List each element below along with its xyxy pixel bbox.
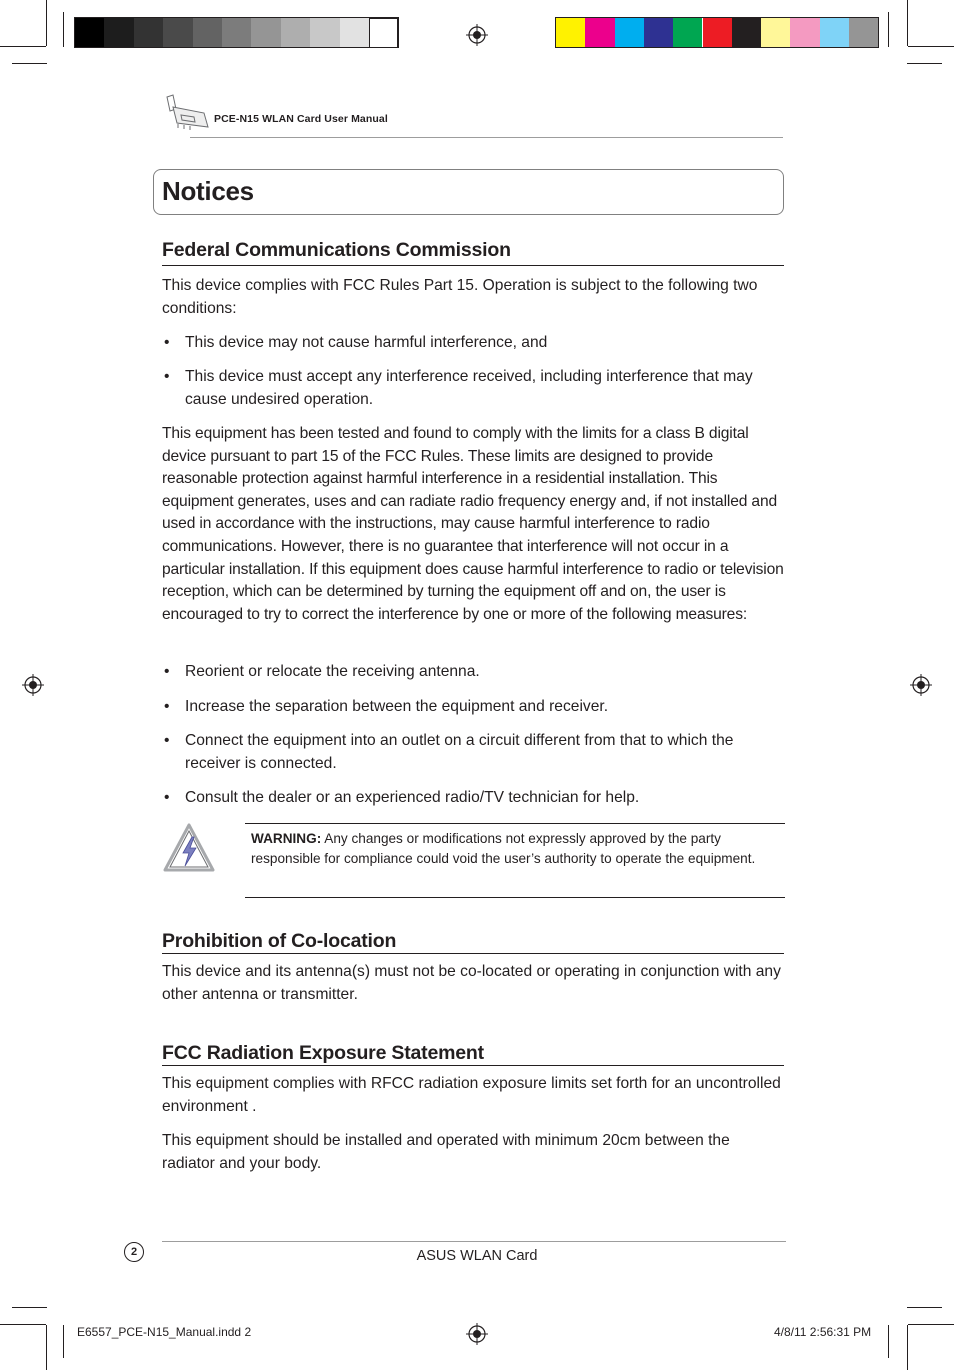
radiation-text-1: This equipment complies with RFCC radiation exposure limits set forth for an uncontrolled environment . [162,1075,781,1115]
condition-text: This device may not cause harmful interference, and [185,334,548,351]
fcc-heading-rule [162,265,784,266]
warning-triangle-icon [162,822,216,874]
warning-box [251,829,781,870]
radiation-heading: FCC Radiation Exposure Statement [162,1042,484,1064]
fcc-heading: Federal Communications Commission [162,239,511,261]
radiation-heading-rule [162,1065,784,1066]
color-bar-frame [555,17,879,48]
fcc-intro: This device complies with FCC Rules Part 15. Operation is subject to the following two conditions: [162,277,758,317]
header-divider [190,137,783,138]
registration-mark-icon [910,674,932,696]
slug-timestamp: 4/8/11 2:56:31 PM [774,1325,872,1339]
colocation-heading-rule [162,953,784,954]
fcc-paragraph: This equipment has been tested and found to comply with the limits for a class B digital device pursuant to part 15 of the FCC Rules. These limits are designed to provide reasonable protection against harmful interference in a residential installation. This equipment generates, uses and can radiate radio frequency energy and, if not installed and used in accordance with the instructions, may cause harmful interference to radio communications. However, there is no guarantee that interference will not occur in a particular installation. If this equipment does cause harmful interference to radio or television reception, which can be determined by turning the equipment off and on, the user is encouraged to try to correct the interference by one or more of the following measures: [162,425,784,623]
footer-text: ASUS WLAN Card [416,1248,538,1264]
slug-filename: E6557_PCE-N15_Manual.indd 2 [77,1325,252,1339]
running-header-title: PCE-N15 WLAN Card User Manual [214,113,388,125]
page-title-box [153,169,784,215]
registration-mark-icon [466,1323,488,1345]
bullet-icon: • [164,698,170,715]
registration-mark-icon [466,24,488,46]
warning-text: Any changes or modifications not expressly approved by the party responsible for compliance could void the user’s authority to operate the equipment. [251,831,756,867]
condition-text: This device must accept any interference received, including interference that may cause undesired operation. [185,368,753,408]
page-number: 2 [124,1242,144,1262]
page-title: Notices [162,176,254,206]
measure-text: Increase the separation between the equipment and receiver. [185,698,609,715]
colocation-heading: Prohibition of Co-location [162,930,397,952]
bullet-icon: • [164,334,170,351]
colocation-text: This device and its antenna(s) must not be co-located or operating in conjunction with any other antenna or transmitter. [162,963,781,1003]
warning-top-rule [245,823,785,824]
registration-mark-icon [22,674,44,696]
measure-text: Connect the equipment into an outlet on a circuit different from that to which the receiver is connected. [185,732,734,772]
warning-label: WARNING: [251,831,322,846]
wlan-card-icon [164,93,212,131]
bullet-icon: • [164,789,170,806]
measure-text: Reorient or relocate the receiving antenna. [185,663,480,680]
footer-divider [162,1241,786,1242]
bullet-icon: • [164,663,170,680]
color-bar-frame [74,17,399,48]
bullet-icon: • [164,368,170,385]
warning-bottom-rule [245,897,785,898]
bullet-icon: • [164,732,170,749]
measure-text: Consult the dealer or an experienced radio/TV technician for help. [185,789,640,806]
radiation-text-2: This equipment should be installed and operated with minimum 20cm between the radiator and your body. [162,1132,730,1172]
